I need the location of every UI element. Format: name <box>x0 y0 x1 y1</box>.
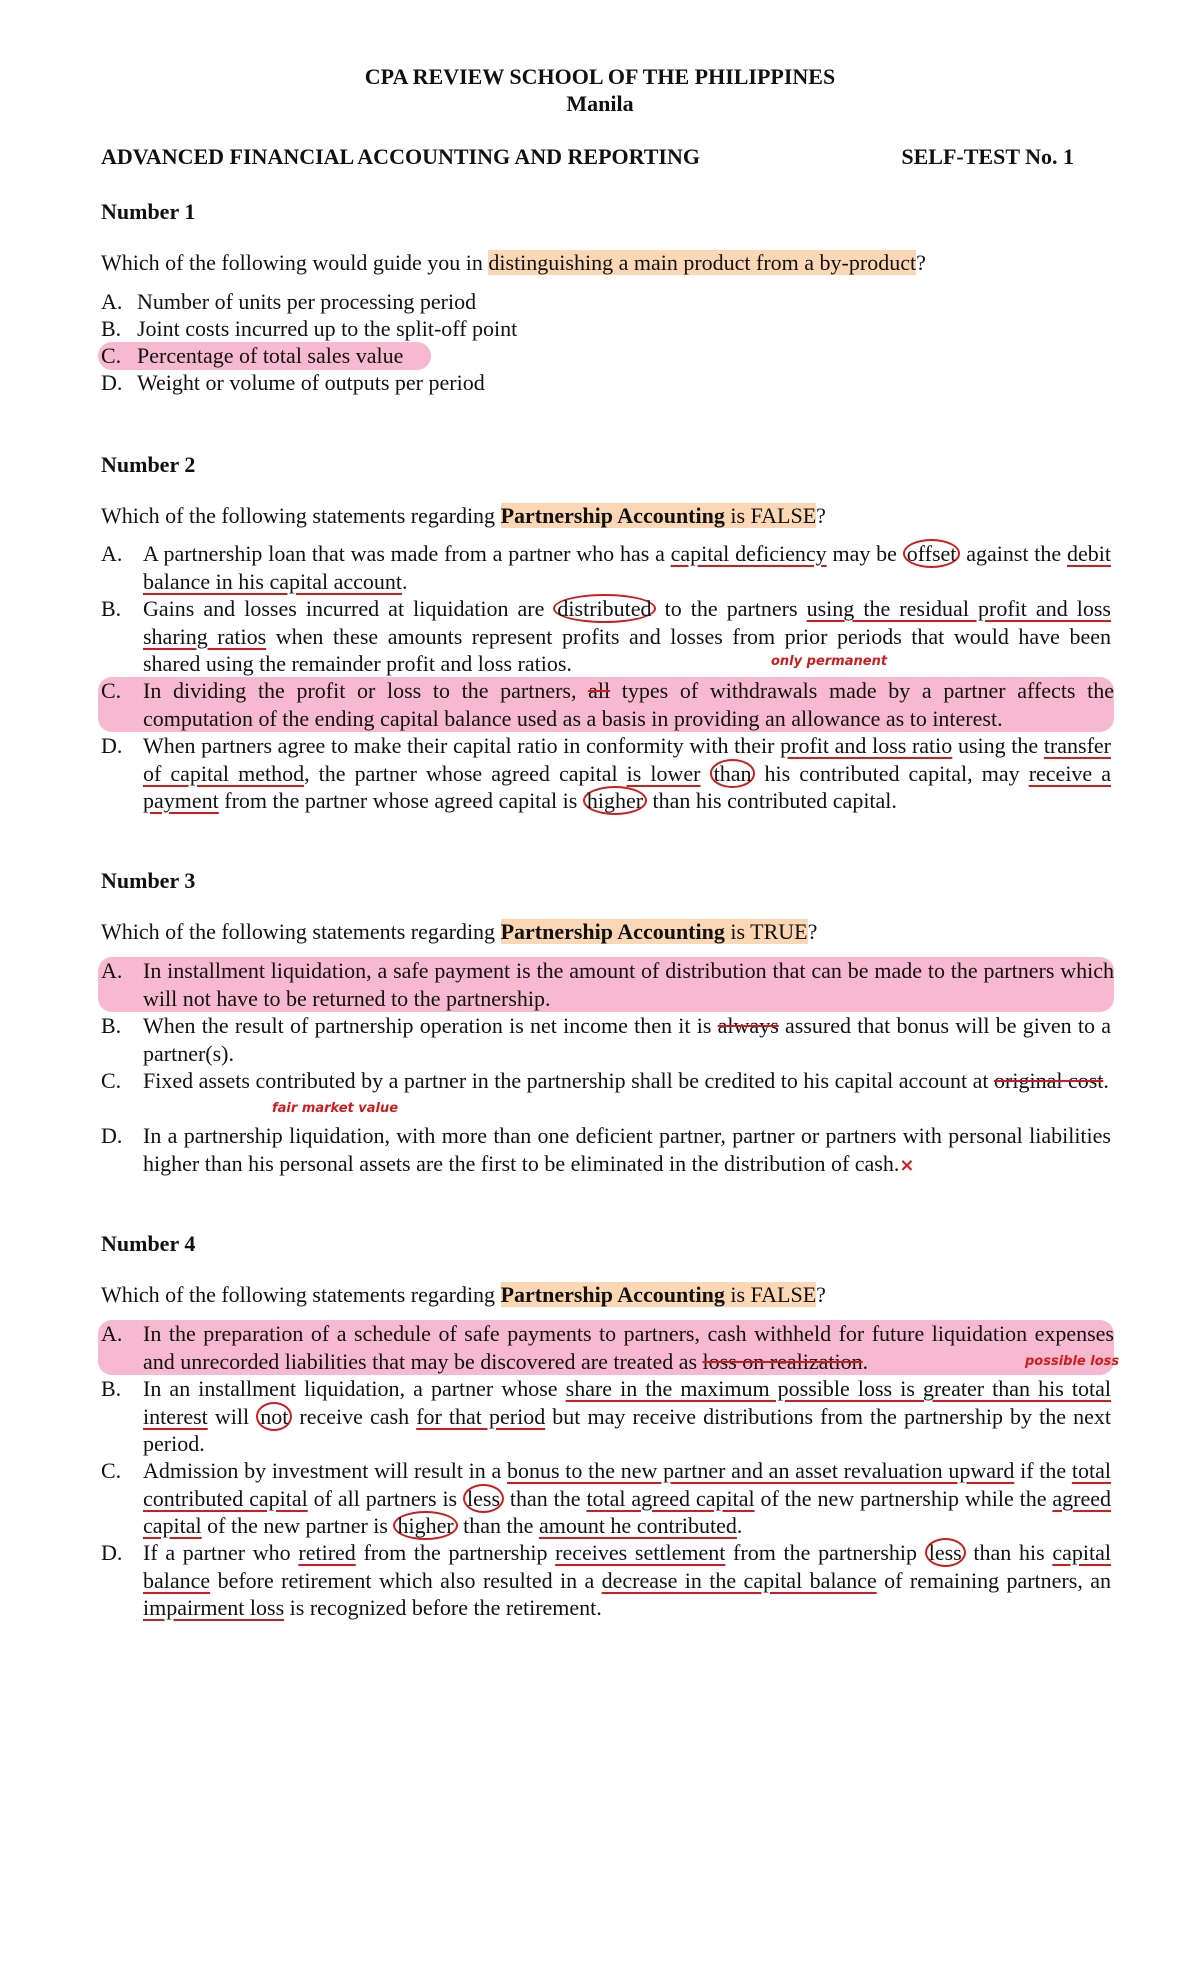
circled-word: less <box>463 1484 504 1513</box>
question-4-option-a <box>98 1320 1114 1375</box>
question-2-option-c <box>98 677 1114 732</box>
option-label: C. <box>101 1458 122 1483</box>
question-2-option-b <box>101 595 1111 678</box>
test-number: SELF-TEST No. 1 <box>901 144 1074 169</box>
struck-phrase: original cost <box>994 1068 1104 1093</box>
option-label: A. <box>101 958 123 983</box>
underlined-phrase: using the residual profit and loss sharing ratios <box>143 596 1111 649</box>
underlined-phrase: amount he contributed <box>538 1513 737 1538</box>
stem-end: ? <box>916 250 926 275</box>
stem-verdict: is TRUE <box>724 919 808 944</box>
stem-text: Which of the following statements regarding <box>101 919 501 944</box>
question-4-option-b <box>101 1375 1111 1458</box>
question-1-title: Number 1 <box>101 199 196 224</box>
subject-title: ADVANCED FINANCIAL ACCOUNTING AND REPORTING <box>101 144 700 169</box>
text-run: When the result of partnership operation is net income then it is <box>143 1013 718 1038</box>
stem-verdict: is FALSE <box>724 1282 817 1307</box>
option-text <box>143 595 1111 678</box>
option-label: B. <box>101 596 122 621</box>
city-subtitle: Manila <box>566 91 634 116</box>
text-run: than his contributed capital. <box>647 788 897 813</box>
text-run: using the <box>952 733 1044 758</box>
stem-bold: Partnership Accounting <box>500 919 725 944</box>
underlined-phrase: impairment loss <box>143 1595 285 1620</box>
question-3-option-a <box>98 957 1114 1012</box>
circled-word: higher <box>583 786 647 815</box>
option-label: B. <box>101 316 122 341</box>
text-run: if the <box>1014 1458 1072 1483</box>
option-label: D. <box>101 1123 123 1148</box>
option-label: C. <box>101 1068 122 1093</box>
text-run: from the partner whose agreed capital is <box>218 788 583 813</box>
text-run: than his <box>965 1540 1053 1565</box>
text-run: from the partnership <box>355 1540 556 1565</box>
option-label: D. <box>101 733 123 758</box>
option-text <box>143 677 1114 732</box>
underlined-phrase: bonus to the new partner and an asset revaluation upward <box>507 1458 1015 1483</box>
question-1-option-d <box>101 369 1111 397</box>
option-label: C. <box>101 343 122 368</box>
option-text <box>143 1320 1114 1375</box>
text-run: , the partner whose agreed capital <box>304 760 627 786</box>
stem-text: Which of the following would guide you in <box>101 250 489 275</box>
underlined-phrase: transfer of capital method <box>143 733 1111 786</box>
option-label: A. <box>101 289 123 314</box>
option-text <box>143 1012 1111 1067</box>
text-run: If a partner who <box>143 1540 299 1565</box>
circled-word: less <box>925 1538 966 1567</box>
text-run: Gains and losses incurred at liquidation are <box>143 596 554 621</box>
stem-highlight: distinguishing a main product from a by-product <box>488 250 917 275</box>
underlined-phrase: receive a payment <box>143 760 1112 813</box>
option-label: D. <box>101 1540 123 1565</box>
underlined-phrase: share in the maximum possible loss is greater than his total interest <box>143 1376 1111 1429</box>
option-text <box>143 1067 1111 1095</box>
question-2-stem <box>101 502 1111 530</box>
stem-highlight <box>501 919 808 944</box>
option-text: Number of units per processing period <box>137 289 477 314</box>
stem-text: Which of the following statements regarding <box>101 503 501 528</box>
option-text <box>143 732 1111 815</box>
text-run: than the <box>504 1485 587 1511</box>
question-1-stem <box>101 249 1111 277</box>
question-4-stem <box>101 1281 1111 1309</box>
underlined-phrase: decrease in the capital balance <box>601 1567 877 1593</box>
text-run: of the new partnership while the <box>754 1485 1053 1511</box>
stem-end: ? <box>807 919 818 944</box>
stem-bold: Partnership Accounting <box>500 503 725 528</box>
text-run: to the partners <box>655 596 807 621</box>
stem-verdict: is FALSE <box>724 503 817 528</box>
underlined-phrase: receives settlement <box>555 1540 726 1565</box>
option-text <box>143 1122 1111 1179</box>
stem-end: ? <box>816 503 826 528</box>
underlined-phrase: capital balance <box>143 1540 1112 1593</box>
text-run: against the <box>960 541 1067 566</box>
text-run: When partners agree to make their capital ratio in conformity with their <box>143 733 781 758</box>
option-text: Percentage of total sales value <box>137 343 404 368</box>
text-run: In dividing the profit or loss to the partners, <box>143 678 589 703</box>
text-run: may be <box>826 541 903 566</box>
handwritten-note-possible-loss: possible loss <box>1025 1354 1120 1369</box>
underlined-phrase: total agreed capital <box>586 1485 755 1511</box>
question-3-option-b <box>101 1012 1111 1067</box>
underlined-phrase: profit and loss ratio <box>780 733 953 758</box>
option-label: B. <box>101 1013 122 1038</box>
text-run: of all partners is <box>307 1485 464 1511</box>
option-text: In installment liquidation, a safe payment is the amount of distribution that can be made to the partners which will not have to be returned to the partnership. <box>143 958 1114 1011</box>
option-text <box>143 540 1111 595</box>
question-3-option-c <box>101 1067 1111 1095</box>
option-text: Joint costs incurred up to the split-off point <box>137 316 518 341</box>
circled-word: offset <box>903 539 961 568</box>
text-run: than the <box>457 1513 539 1538</box>
question-4-option-c <box>101 1457 1111 1540</box>
underlined-phrase: total contributed capital <box>143 1458 1111 1511</box>
struck-phrase: always <box>717 1013 779 1038</box>
underlined-phrase: retired <box>298 1540 356 1565</box>
option-text <box>143 1457 1111 1540</box>
circled-word: not <box>256 1402 292 1431</box>
text-run: before retirement which also resulted in a <box>210 1567 602 1593</box>
question-2-title: Number 2 <box>101 452 196 477</box>
text-run: his contributed capital, may <box>755 760 1029 786</box>
text-run: types of withdrawals made by a partner affects the computation of the ending capital balance used as a basis in providing an allowance as to interest. <box>143 678 1115 731</box>
circled-word: higher <box>393 1511 457 1540</box>
option-label: C. <box>101 678 122 703</box>
underlined-phrase: capital deficiency <box>670 541 827 566</box>
school-title: CPA REVIEW SCHOOL OF THE PHILIPPINES <box>364 64 836 89</box>
option-label: B. <box>101 1376 122 1401</box>
underlined-phrase: for that period <box>416 1403 546 1429</box>
struck-phrase: loss on realization <box>702 1348 863 1374</box>
text-run: . <box>862 1348 869 1374</box>
text-run: Admission by investment will result in a <box>143 1458 508 1483</box>
circled-word: than <box>710 759 756 788</box>
text-run: . <box>736 1513 743 1538</box>
underlined-phrase: agreed capital <box>143 1485 1111 1538</box>
question-1-option-a <box>101 288 1111 316</box>
text-run: of the new partner is <box>201 1513 394 1538</box>
question-1-option-b <box>101 315 1111 343</box>
option-text: Weight or volume of outputs per period <box>137 370 485 395</box>
text-run: will <box>207 1403 257 1429</box>
text-run: receive cash <box>292 1403 417 1429</box>
option-text <box>143 1375 1111 1458</box>
text-run: In a partnership liquidation, with more than one deficient partner, partner or partners with personal liabilities higher than his personal assets are the first to be eliminated in the distribution of cash. <box>143 1123 1111 1176</box>
question-3-title: Number 3 <box>101 868 196 893</box>
underlined-phrase: debit balance in his capital account <box>143 541 1111 594</box>
text-run: but may receive distributions from the partnership by the next period. <box>143 1403 1111 1456</box>
question-4-title: Number 4 <box>101 1231 196 1256</box>
text-run: . <box>402 568 408 594</box>
question-4-option-d <box>101 1539 1111 1622</box>
stem-highlight <box>501 1282 817 1307</box>
stem-end: ? <box>816 1282 826 1307</box>
text-run: when these amounts represent profits and losses from prior periods that would have been shared using the remainder profit and loss ratios. <box>143 623 1111 676</box>
text-run: from the partnership <box>725 1540 925 1565</box>
text-run: In an installment liquidation, a partner whose <box>143 1376 566 1401</box>
text-run: of remaining partners, an <box>876 1567 1111 1593</box>
text-run: Fixed assets contributed by a partner in the partnership shall be credited to his capital account at <box>143 1068 995 1093</box>
option-label: D. <box>101 370 123 395</box>
option-label: A. <box>101 541 123 566</box>
stem-highlight <box>501 503 817 528</box>
text-run: In the preparation of a schedule of safe payments to partners, cash withheld for future liquidation expenses and unrecorded liabilities that may be discovered are treated as <box>143 1321 1114 1374</box>
question-1-option-c <box>98 342 431 370</box>
text-run: . <box>1103 1068 1109 1093</box>
circled-word: distributed <box>553 594 655 623</box>
option-text <box>143 1539 1111 1622</box>
question-3-stem <box>101 918 1111 946</box>
stem-text: Which of the following statements regarding <box>101 1282 501 1307</box>
question-2-option-d <box>101 732 1111 815</box>
stem-bold: Partnership Accounting <box>500 1282 725 1307</box>
text-run: assured that bonus will be given to a partner(s). <box>143 1013 1111 1066</box>
text-run: is recognized before the retirement. <box>284 1595 602 1620</box>
handwritten-note-only-permanent: only permanent <box>771 654 888 669</box>
handwritten-note-fair-market-value: fair market value <box>272 1101 399 1116</box>
underlined-phrase: is lower <box>626 760 701 786</box>
question-3-option-d <box>101 1122 1111 1179</box>
question-2-option-a <box>101 540 1111 595</box>
text-run: A partnership loan that was made from a partner who has a <box>143 541 671 566</box>
struck-phrase: all <box>588 678 611 703</box>
option-label: A. <box>101 1321 123 1346</box>
text-run <box>701 761 710 786</box>
x-mark-icon: × <box>899 1154 915 1176</box>
